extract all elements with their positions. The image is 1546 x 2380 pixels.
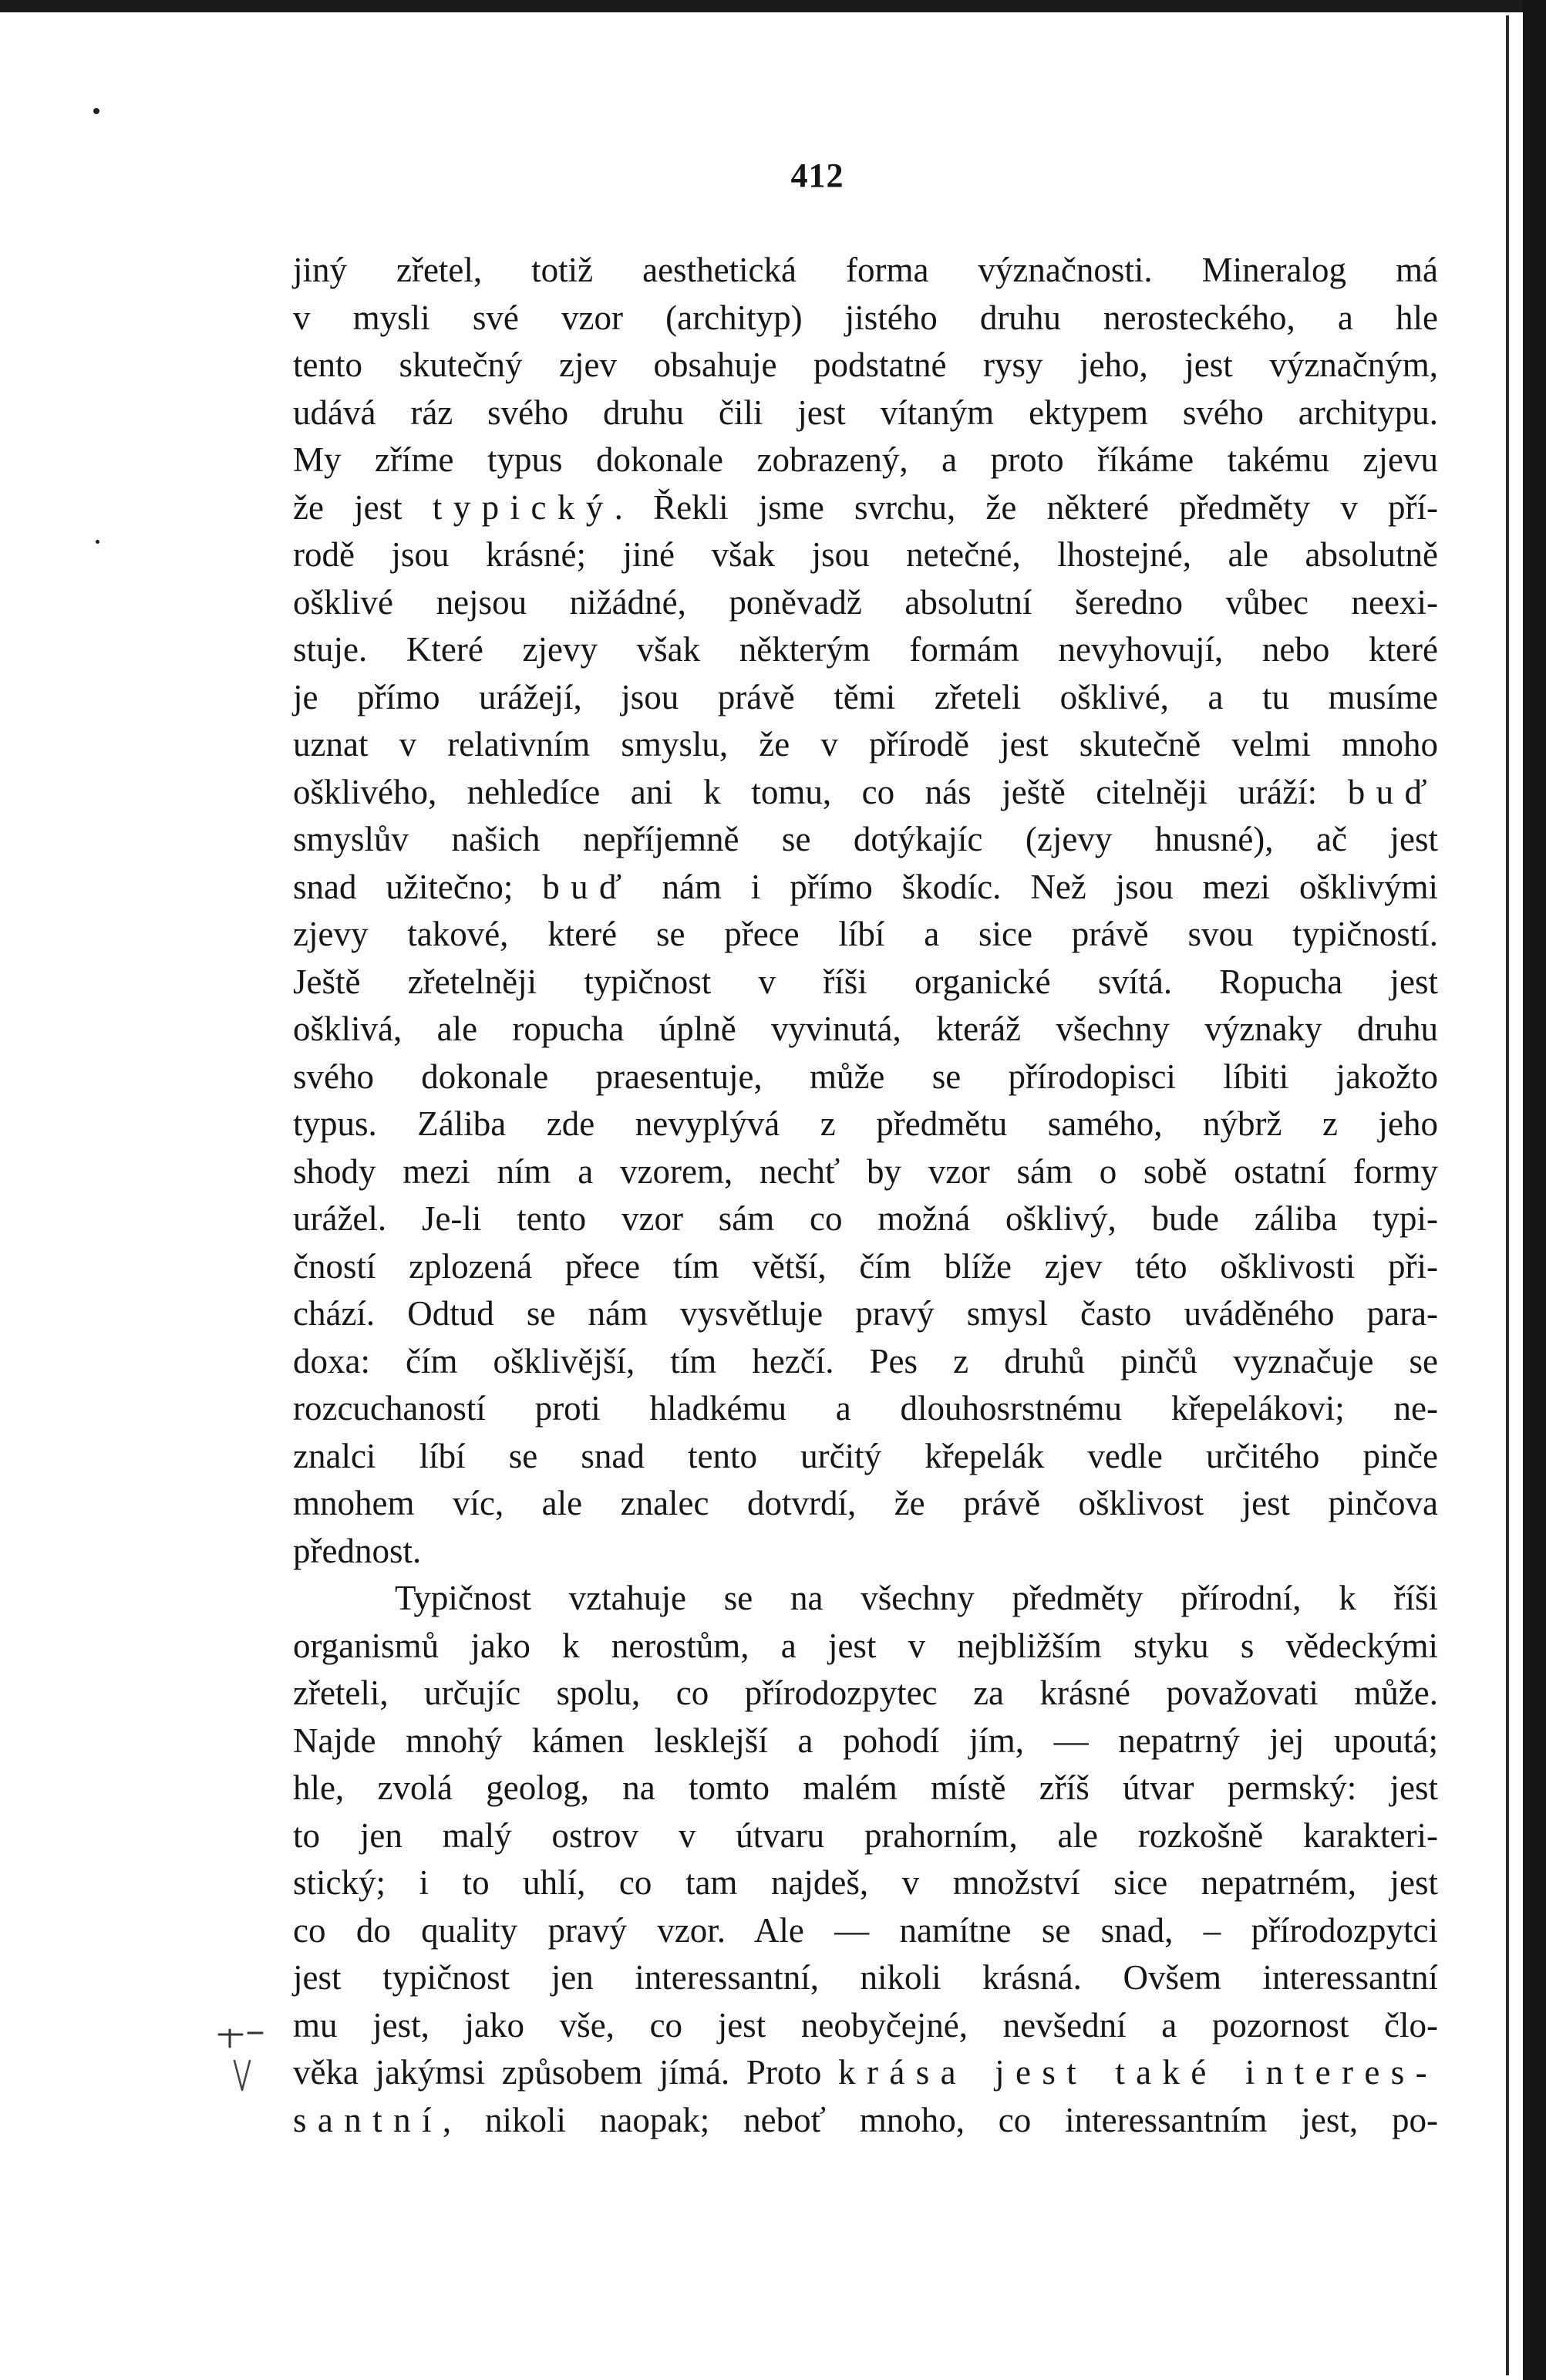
text-line: ošklivé nejsou nižádné, poněvadž absolutní šeredno vůbec neexi-	[293, 582, 1438, 622]
text-line: zřeteli, určujíc spolu, co přírodozpytec za krásné považovati může.	[293, 1674, 1438, 1712]
text-line: Typičnost vztahuje se na všechny předměty přírodní, k říši	[395, 1579, 1438, 1617]
text-run: nám i přímo škodíc. Než jsou mezi ošklivými	[632, 867, 1438, 906]
text-line: jiný zřetel, totiž aesthetická forma význačnosti. Mineralog má	[293, 251, 1438, 289]
body-text	[293, 247, 1438, 2144]
text-line: přednost.	[293, 1531, 422, 1570]
text-line: tento skutečný zjev obsahuje podstatné rysy jeho, jest význačným,	[293, 346, 1438, 384]
scan-speck	[93, 108, 99, 114]
text-line: shody mezi ním a vzorem, nechť by vzor sám o sobě ostatní formy	[293, 1151, 1438, 1191]
scan-speck	[96, 540, 99, 544]
text-line: je přímo urážejí, jsou právě těmi zřeteli ošklivé, a tu musíme	[293, 677, 1438, 716]
text-line: rodě jsou krásné; jiné však jsou netečné, lhostejné, ale absolutně	[293, 535, 1438, 574]
text-run: snad užitečno;	[293, 867, 543, 906]
scan-edge-right	[1523, 0, 1546, 2380]
text-run: ošklivého, nehledíce ani k tomu, co nás ještě citelněji uráží:	[293, 772, 1348, 811]
spaced-emphasis: typický	[432, 487, 615, 527]
text-line: udává ráz svého druhu čili jest vítaným ektypem svého architypu.	[293, 393, 1438, 432]
spaced-emphasis: santní	[293, 2100, 443, 2139]
text-line: znalci líbí se snad tento určitý křepelák vedle určitého pinče	[293, 1436, 1438, 1475]
text-line: svého dokonale praesentuje, může se přírodopisci líbiti jakožto	[293, 1057, 1438, 1096]
text-line: uznat v relativním smyslu, že v přírodě jest skutečně velmi mnoho	[293, 725, 1438, 764]
text-line: mnohem víc, ale znalec dotvrdí, že právě ošklivost jest pinčova	[293, 1484, 1438, 1522]
text-line: stický; i to uhlí, co tam najdeš, v množství sice nepatrném, jest	[293, 1863, 1438, 1902]
scan-edge-right-line	[1506, 15, 1509, 2375]
text-run: že jest	[293, 487, 433, 527]
text-run: , nikoli naopak; neboť mnoho, co interessantním jest, po-	[442, 2100, 1438, 2139]
text-line: doxa: čím ošklivější, tím hezčí. Pes z druhů pinčů vyznačuje se	[293, 1341, 1438, 1380]
text-line: My zříme typus dokonale zobrazený, a proto říkáme takému zjevu	[293, 440, 1438, 479]
text-line	[293, 2049, 1438, 2097]
text-line: mu jest, jako vše, co jest neobyčejné, nevšední a pozornost člo-	[293, 2005, 1438, 2045]
text-line: Najde mnohý kámen lesklejší a pohodí jím, — nepatrný jej upoutá;	[293, 1721, 1438, 1760]
text-line: stuje. Které zjevy však některým formám nevyhovují, nebo které	[293, 630, 1438, 669]
text-line: organismů jako k nerostům, a jest v nejbližším styku s vědeckými	[293, 1626, 1438, 1665]
pencil-margin-mark-icon	[214, 2027, 268, 2096]
spaced-emphasis: buď	[1347, 772, 1438, 811]
text-line: to jen malý ostrov v útvaru prahorním, ale rozkošně karakteri-	[293, 1815, 1438, 1855]
text-line	[293, 484, 1438, 532]
page-number: 412	[790, 157, 844, 194]
spaced-emphasis: krása jest také interes-	[838, 2053, 1438, 2092]
text-line: hle, zvolá geolog, na tomto malém místě zříš útvar permský: jest	[293, 1768, 1438, 1807]
text-line	[293, 2097, 1438, 2145]
text-line: smyslův našich nepříjemně se dotýkajíc (zjevy hnusné), ač jest	[293, 820, 1438, 858]
paragraph	[293, 1575, 1438, 2144]
text-line: jest typičnost jen interessantní, nikoli krásná. Ovšem interessantní	[293, 1958, 1438, 1997]
text-run: věka jakýmsi způsobem jímá. Proto	[293, 2053, 839, 2092]
text-line	[293, 864, 1438, 912]
text-line	[293, 769, 1438, 817]
text-line: urážel. Je-li tento vzor sám co možná ošklivý, bude záliba typi-	[293, 1199, 1438, 1238]
spaced-emphasis: buď	[542, 867, 633, 906]
text-line: v mysli své vzor (archityp) jistého druhu nerosteckého, a hle	[293, 298, 1438, 337]
text-line: co do quality pravý vzor. Ale — namítne se snad, – přírodozpytci	[293, 1910, 1438, 1950]
text-line: Ještě zřetelněji typičnost v říši organické svítá. Ropucha jest	[293, 962, 1438, 1001]
text-line: chází. Odtud se nám vysvětluje pravý smysl často uváděného para-	[293, 1294, 1438, 1333]
text-line: typus. Záliba zde nevyplývá z předmětu samého, nýbrž z jeho	[293, 1104, 1438, 1143]
text-line: čností zplozená přece tím větší, čím blíže zjev této ošklivosti při-	[293, 1246, 1438, 1286]
scan-edge-top	[0, 0, 1546, 12]
text-line: ošklivá, ale ropucha úplně vyvinutá, kteráž všechny význaky druhu	[293, 1010, 1438, 1048]
text-line: zjevy takové, které se přece líbí a sice právě svou typičností.	[293, 915, 1438, 953]
text-line: rozcuchaností proti hladkému a dlouhosrstnému křepelákovi; ne-	[293, 1389, 1438, 1428]
text-run: . Řekli jsme svrchu, že některé předměty v pří-	[614, 487, 1439, 527]
paragraph	[293, 247, 1438, 1575]
